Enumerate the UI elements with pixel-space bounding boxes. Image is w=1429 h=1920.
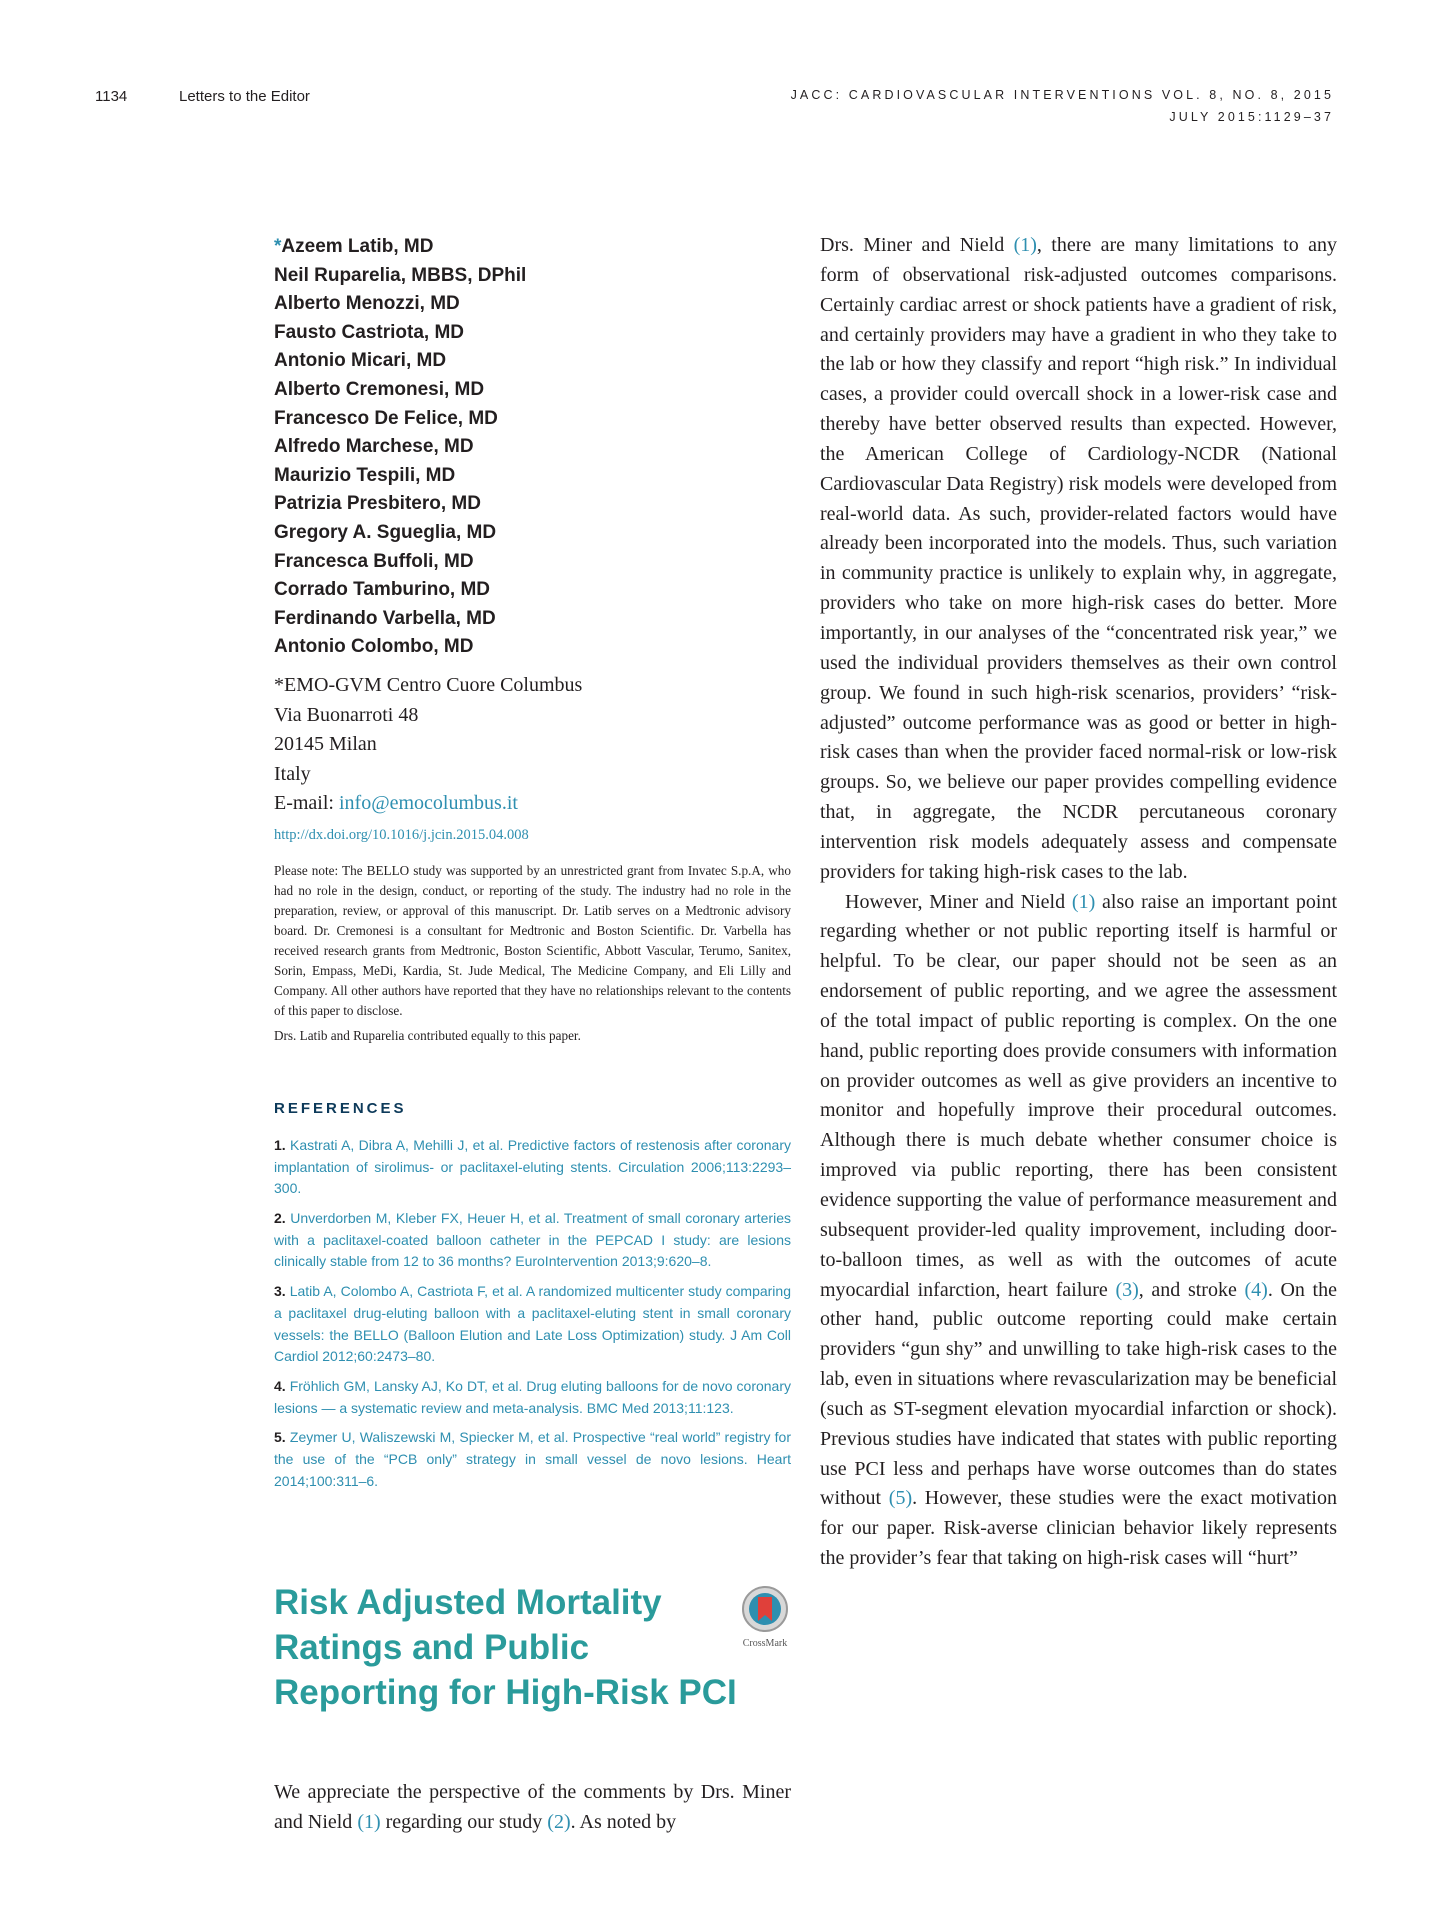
crossmark-label: CrossMark — [742, 1638, 788, 1649]
author-name-text: Corrado Tamburino, MD — [274, 579, 491, 601]
author-name — [274, 633, 791, 662]
doi-link[interactable]: http://dx.doi.org/10.1016/j.jcin.2015.04.008 — [274, 826, 529, 843]
running-header — [95, 84, 1334, 134]
reference-link[interactable]: Zeymer U, Waliszewski M, Spiecker M, et al. Prospective “real world” registry for the use of the “PCB only” strategy in small vessel de novo lesions. Heart 2014;100:311–6. — [274, 1429, 791, 1489]
reference-link[interactable]: Kastrati A, Dibra A, Mehilli J, et al. Predictive factors of restenosis after coronary implantation of sirolimus- or paclitaxel-eluting stents. Circulation 2006;113:2293–300. — [274, 1136, 791, 1197]
citation-link[interactable]: (1) — [1013, 234, 1037, 256]
author-name-text: Alberto Cremonesi, MD — [274, 378, 485, 400]
reference-number: 4. — [274, 1377, 290, 1394]
author-name-text: Maurizio Tespili, MD — [274, 464, 456, 486]
author-name — [274, 405, 791, 434]
author-name — [274, 290, 791, 319]
author-name — [274, 548, 791, 577]
author-name — [274, 433, 791, 462]
reference-item — [274, 1376, 791, 1419]
author-list — [274, 233, 791, 662]
reference-number: 1. — [274, 1136, 291, 1153]
disclosure-note: Please note: The BELLO study was supported by an unrestricted grant from Invatec S.p.A, who had no role in the design, conduct, or reporting of the study. The industry had no role in the preparation, review, or approval of this manuscript. Dr. Latib serves on a Medtronic advisory board. Dr. Cremonesi is a consultant for Medtronic and Boston Scientific. Dr. Varbella has received research grants from Medtronic, Boston Scientific, Abbott Vascular, Terumo, Sanitex, Sorin, Empass, MeDi, Kardia, St. Jude Medical, The Medicine Company, and Eli Lilly and Company. All other authors have reported that they have no relationships relevant to the contents of this paper to disclose. — [274, 862, 791, 1018]
reference-item — [274, 1208, 791, 1273]
article-title: Risk Adjusted Mortality Ratings and Public Reporting for High-Risk PCI — [274, 1583, 737, 1712]
author-name-text: Alberto Menozzi, MD — [274, 293, 460, 315]
body-paragraph: However, Miner and Nield (1) also raise an important point regarding whether or not public reporting itself is harmful or helpful. To be clear, our paper should not be seen as an endorsement of public reporting, and we agree the assessment of the total impact of public reporting is complex. On the one hand, public reporting does provide consumers with information on provider outcomes as well as give providers an incentive to monitor and hopefully improve their procedural outcomes. Although there is much debate whether consumer choice is improved via public reporting, there has been consistent evidence supporting the value of performance measurement and subsequent provider-led quality improvement, including door-to-balloon times, as well as with the outcomes of acute myocardial infarction, heart failure (3), and stroke (4). On the other hand, public outcome reporting could make certain providers “gun shy” and unwilling to take high-risk cases to the lab, even in situations where revascularization may be beneficial (such as ST-segment elevation myocardial infarction or shock). Previous studies have indicated that states with public reporting use PCI less and perhaps have worse outcomes than do states without (5). However, these studies were the exact motivation for our paper. Risk-averse clinician behavior likely represents the provider’s fear that taking on high-risk cases will “hurt” — [820, 890, 1338, 1570]
author-name-text: Francesca Buffoli, MD — [274, 550, 474, 572]
reference-item — [274, 1427, 791, 1492]
contribution-note: Drs. Latib and Ruparelia contributed equally to this paper. — [274, 1027, 581, 1043]
author-name — [274, 605, 791, 634]
reference-number: 5. — [274, 1429, 290, 1446]
reference-link[interactable]: Unverdorben M, Kleber FX, Heuer H, et al. Treatment of small coronary arteries with a paclitaxel-coated balloon catheter in the PEPCAD I study: are lesions clinically stable from 12 to 36 months? EuroIntervention 2013;9:620–8. — [274, 1209, 791, 1270]
citation-link[interactable]: (2) — [547, 1810, 571, 1833]
citation-link[interactable]: (5) — [888, 1487, 913, 1510]
reference-link[interactable]: Fröhlich GM, Lansky AJ, Ko DT, et al. Drug eluting balloons for de novo coronary lesions — a systematic review and meta-analysis. BMC Med 2013;11:123. — [274, 1377, 792, 1416]
author-name-text: Neil Ruparelia, MBBS, DPhil — [274, 264, 527, 286]
journal-citation — [791, 84, 1334, 128]
author-address — [274, 671, 791, 819]
author-name-text: Patrizia Presbitero, MD — [274, 493, 481, 515]
left-column — [274, 233, 791, 1500]
author-name-text: Antonio Micari, MD — [274, 350, 447, 372]
journal-line-1: JACC: CARDIOVASCULAR INTERVENTIONS VOL. 8, NO. 8, 2015 — [790, 88, 1334, 102]
author-name-text: Alfredo Marchese, MD — [274, 436, 474, 458]
citation-link[interactable]: (3) — [1115, 1278, 1139, 1301]
reference-number: 3. — [274, 1283, 290, 1300]
address-line: *EMO-GVM Centro Cuore Columbus — [274, 673, 583, 696]
author-name-text: Antonio Colombo, MD — [274, 636, 474, 658]
page-number: 1134 — [95, 88, 128, 105]
article-intro: We appreciate the perspective of the comments by Drs. Miner and Nield (1) regarding our study (2). As noted by — [274, 1781, 791, 1833]
reference-list — [274, 1135, 791, 1493]
author-name-text: Francesco De Felice, MD — [274, 407, 498, 429]
citation-link[interactable]: (4) — [1244, 1278, 1268, 1301]
author-name — [274, 519, 791, 548]
author-name — [274, 576, 791, 605]
author-name — [274, 490, 791, 519]
author-name — [274, 233, 791, 262]
body-paragraph: Drs. Miner and Nield (1), there are many limitations to any form of observational risk-adjusted outcomes comparisons. Certainly cardiac arrest or shock patients have a gradient of risk, and certainly providers may have a gradient in who they take to the lab or how they classify and report “high risk.” In individual cases, a provider could overcall shock in a lower-risk case and thereby have better observed results than expected. However, the American College of Cardiology-NCDR (National Cardiovascular Data Registry) risk models were developed from real-world data. As such, provider-related factors would have already been incorporated into the models. Thus, such variation in community practice is unlikely to explain why, in aggregate, providers who take on more high-risk cases do better. More importantly, in our analyses of the “concentrated risk year,” we used the individual providers themselves as their own control group. We found in such high-risk scenarios, providers’ “risk-adjusted” outcome performance was as good or better in high-risk cases than when the provider faced normal-risk or low-risk groups. So, we believe our paper provides compelling evidence that, in aggregate, the NCDR percutaneous coronary intervention risk models adequately assess and compensate providers for taking high-risk cases to the lab. — [820, 234, 1337, 883]
corresponding-author-mark: * — [274, 236, 282, 257]
citation-link[interactable]: (1) — [1071, 890, 1096, 913]
crossmark-badge[interactable] — [737, 1585, 793, 1649]
address-line: 20145 Milan — [274, 733, 377, 756]
author-name-text: Fausto Castriota, MD — [274, 321, 465, 343]
journal-line-2: JULY 2015:1129–37 — [1169, 110, 1334, 124]
address-line: Italy — [274, 762, 311, 785]
email-line — [274, 789, 791, 819]
right-column — [820, 231, 1337, 1574]
author-name — [274, 319, 791, 348]
author-name — [274, 376, 791, 405]
author-name-text: Ferdinando Varbella, MD — [274, 607, 496, 629]
reference-item — [274, 1135, 791, 1200]
author-name-text: Azeem Latib, MD — [281, 236, 434, 257]
citation-link[interactable]: (1) — [357, 1810, 381, 1833]
doi-line — [274, 827, 791, 844]
section-name: Letters to the Editor — [179, 88, 310, 105]
reference-number: 2. — [274, 1209, 291, 1226]
author-name — [274, 262, 791, 291]
author-name — [274, 462, 791, 491]
email-link[interactable]: info@emocolumbus.it — [338, 792, 518, 815]
address-line: Via Buonarroti 48 — [274, 703, 419, 726]
references-heading: REFERENCES — [274, 1099, 407, 1117]
author-name — [274, 347, 791, 376]
reference-link[interactable]: Latib A, Colombo A, Castriota F, et al. A randomized multicenter study comparing a paclitaxel drug-eluting balloon with a paclitaxel-eluting stent in small coronary vessels: the BELLO (Balloon Elution and Late Loss Optimization) study. J Am Coll Cardiol 2012;60:2473–80. — [274, 1283, 791, 1365]
crossmark-icon — [741, 1585, 789, 1633]
author-name-text: Gregory A. Sgueglia, MD — [274, 521, 497, 543]
reference-item — [274, 1281, 791, 1368]
email-label: E-mail: — [274, 792, 339, 815]
